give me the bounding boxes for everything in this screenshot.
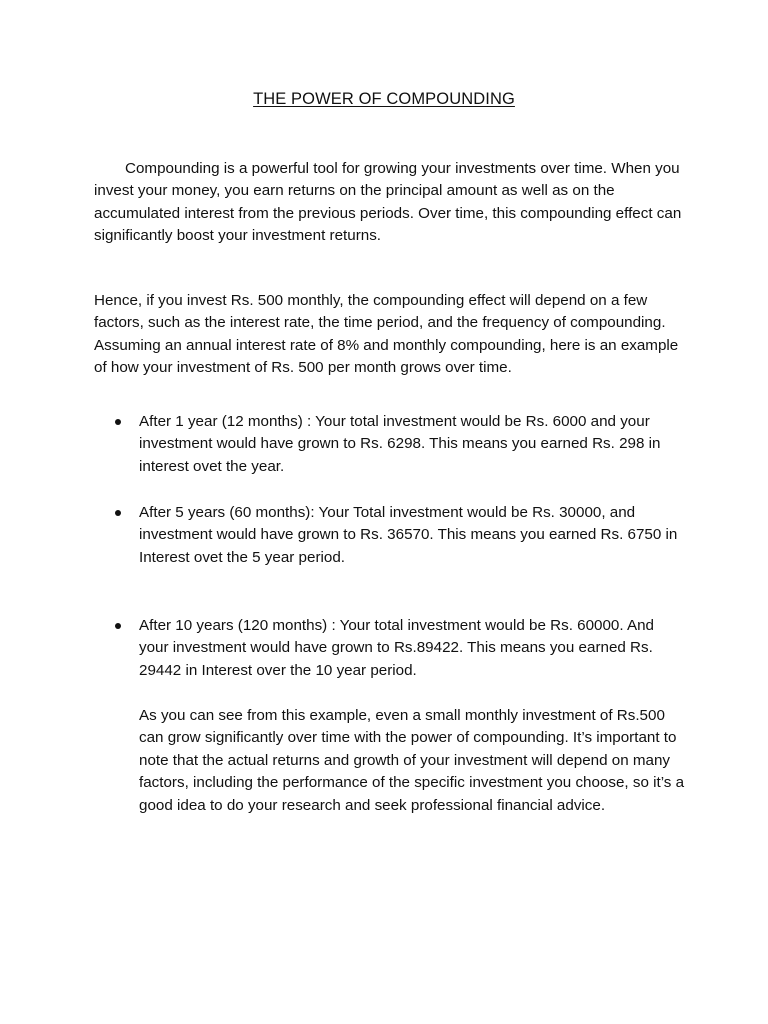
bullet-item-1-year — [139, 411, 684, 478]
example-paragraph: Hence, if you invest Rs. 500 monthly, the compounding effect will depend on a few factors, such as the interest rate, the time period, and the frequency of compounding. Assuming an annual interest rate of 8% and monthly compounding, here is an example of how your investment of Rs. 500 per month grows over time. — [94, 292, 679, 377]
bullet-dot-icon — [115, 623, 121, 629]
bullet-text: After 5 years (60 months): Your Total investment would be Rs. 30000, and investment would have grown to Rs. 36570. This means you earned Rs. 6750 in Interest ovet the 5 year period. — [139, 504, 678, 566]
bullet-dot-icon — [115, 510, 121, 516]
document-title: THE POWER OF COMPOUNDING — [253, 90, 515, 108]
bullet-dot-icon — [115, 419, 121, 425]
closing-paragraph: As you can see from this example, even a small monthly investment of Rs.500 can grow significantly over time with the power of compounding. It’s important to note that the actual returns and growth of your investment will depend on many factors, including the performance of the specific investment you choose, so it’s a good idea to do your research and seek professional financial advice. — [139, 707, 685, 814]
bullet-text: After 1 year (12 months) : Your total investment would be Rs. 6000 and your investment would have grown to Rs. 6298. This means you earned Rs. 298 in interest ovet the year. — [139, 413, 661, 475]
bullet-text: After 10 years (120 months) : Your total investment would be Rs. 60000. And your investment would have grown to Rs.89422. This means you earned Rs. 29442 in Interest over the 10 year period. — [139, 617, 654, 679]
intro-paragraph: Compounding is a powerful tool for growing your investments over time. When you invest your money, you earn returns on the principal amount as well as on the accumulated interest from the previous periods. Over time, this compounding effect can significantly boost your investment returns. — [94, 160, 682, 245]
bullet-item-5-years — [139, 502, 684, 569]
bullet-item-10-years — [139, 615, 684, 682]
